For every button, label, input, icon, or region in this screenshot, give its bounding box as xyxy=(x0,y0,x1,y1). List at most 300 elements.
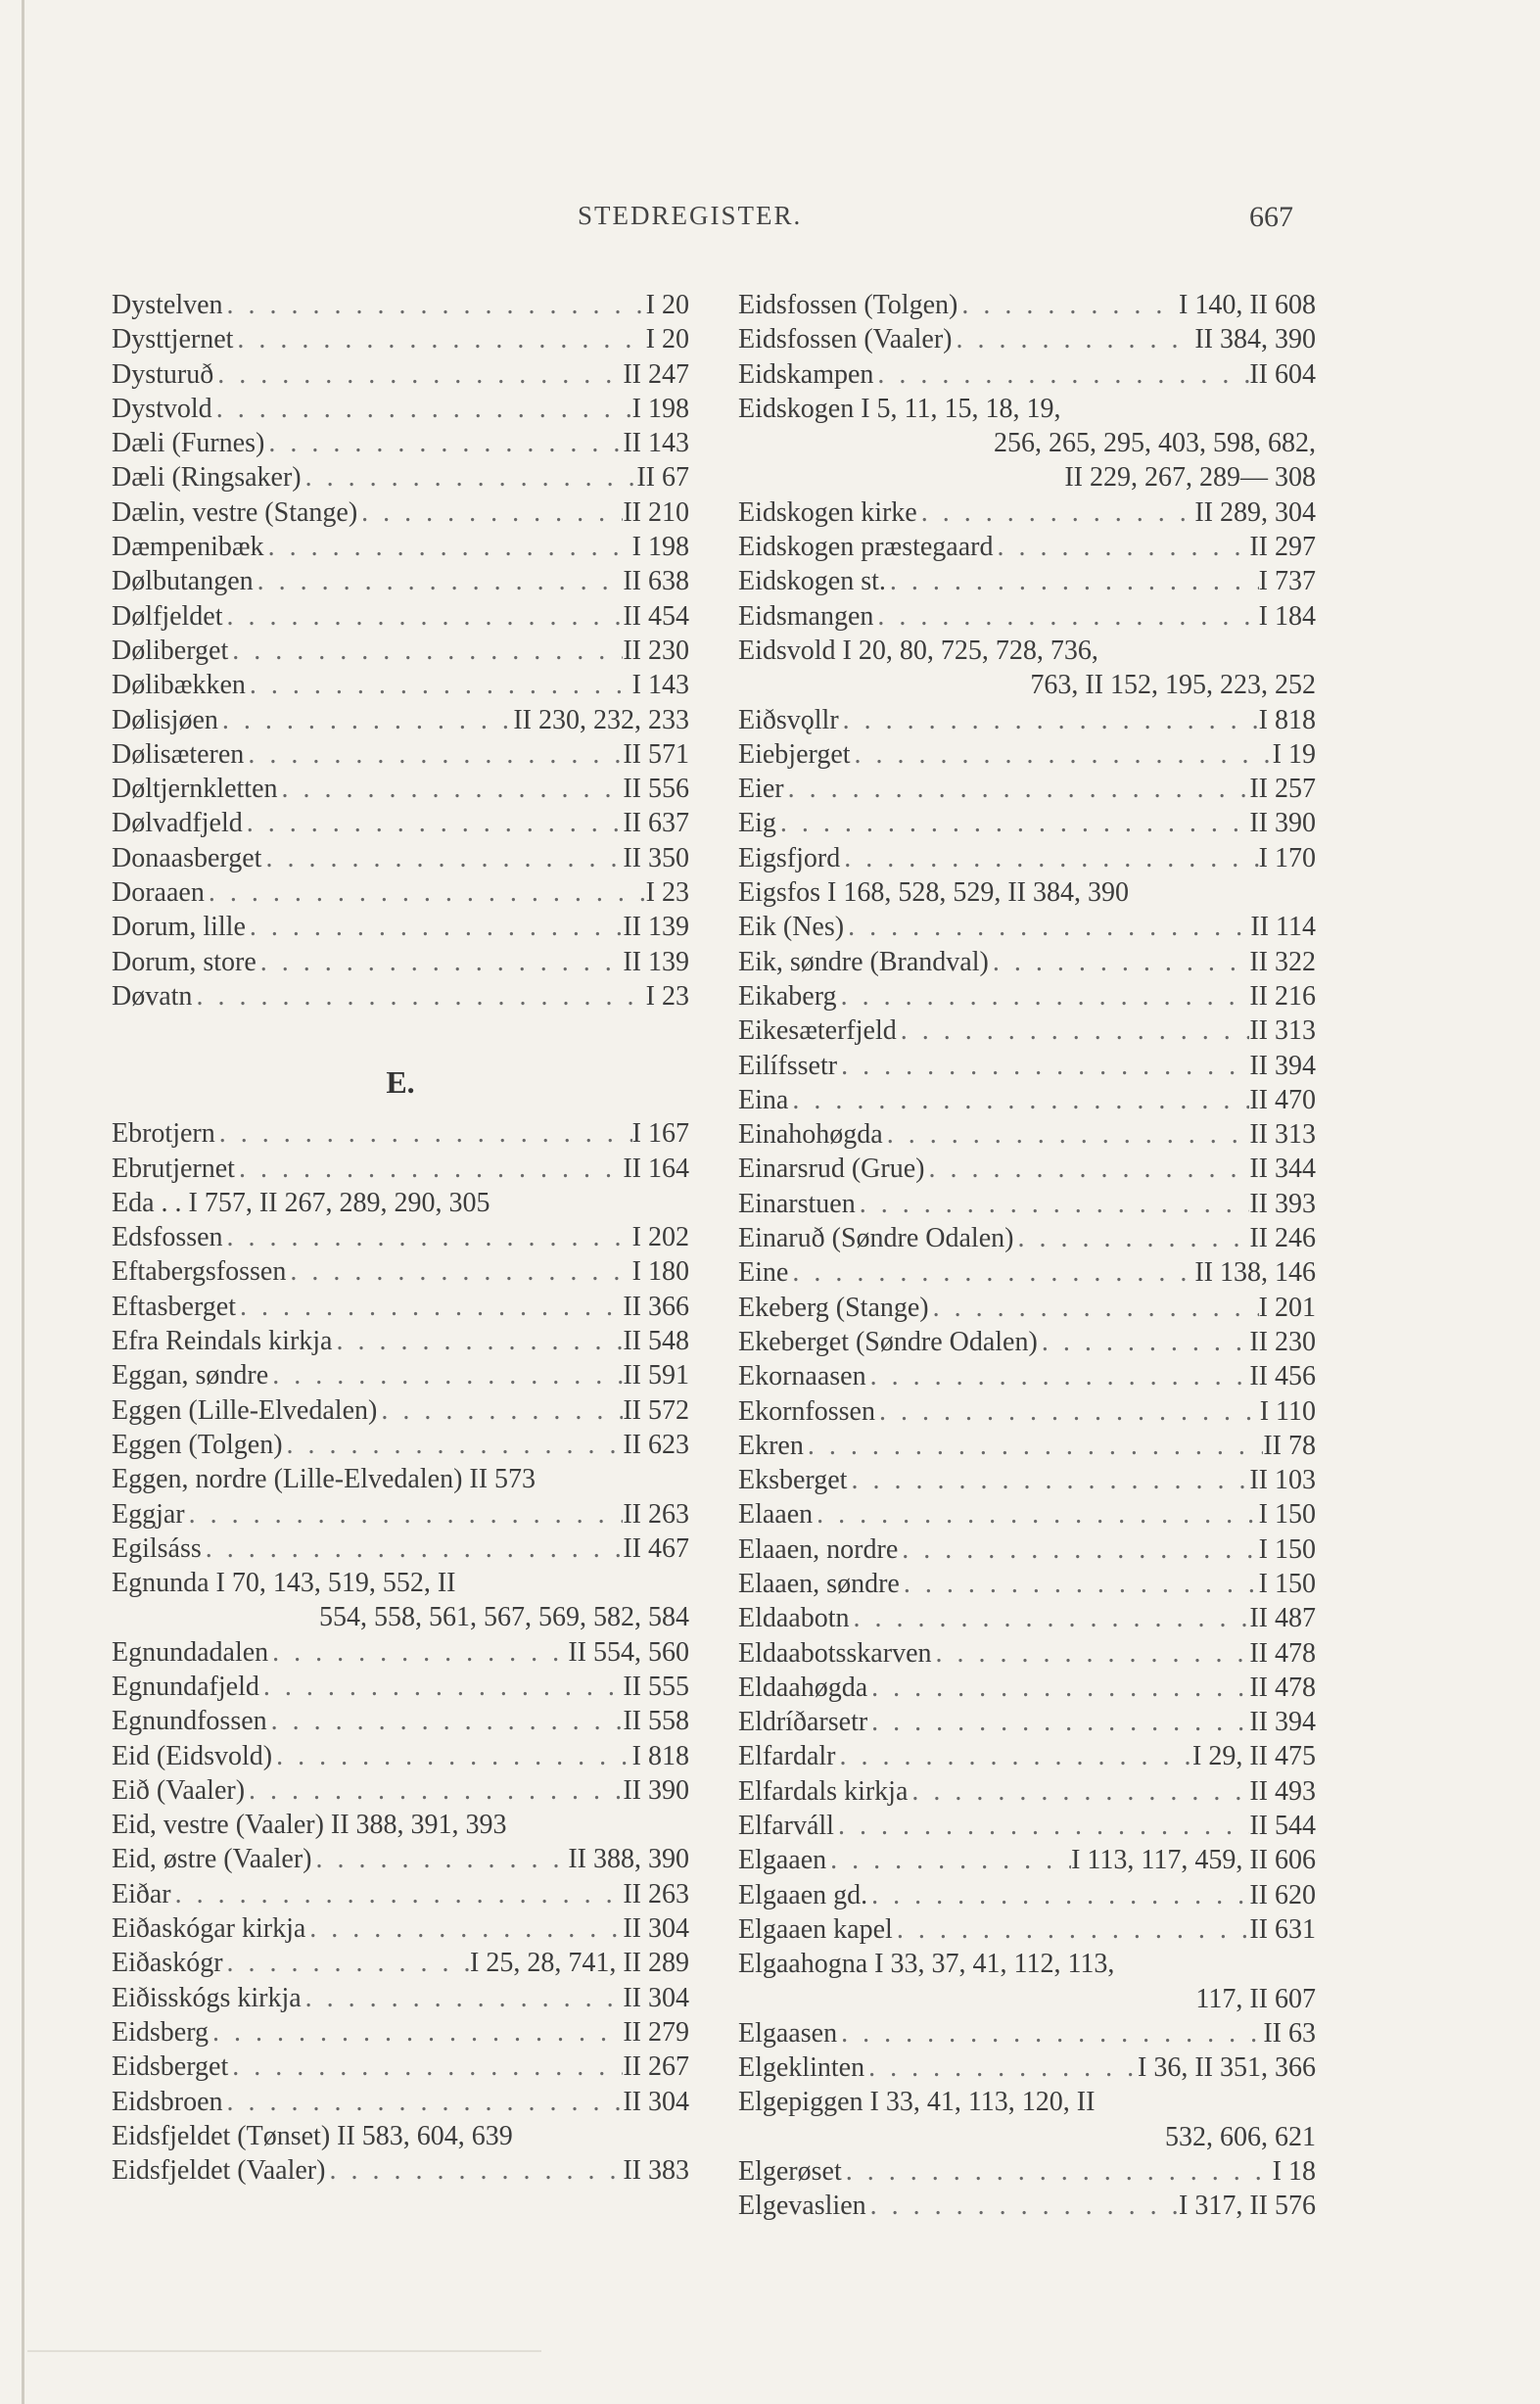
entry-continuation-text: 117, II 607 xyxy=(1195,1983,1316,2014)
entry-reference: II 289, 304 xyxy=(1194,496,1316,528)
entry-reference: II 478 xyxy=(1249,1637,1316,1669)
dot-leader xyxy=(952,322,1194,356)
entry-reference: I 202 xyxy=(631,1222,689,1253)
entry-name: Eid (Eidsvold) xyxy=(112,1740,273,1771)
entry-name: Eidsfjeldet (Vaaler) xyxy=(112,2155,326,2187)
entry-reference: II 544 xyxy=(1249,1811,1316,1842)
entry-name: Einarsrud (Grue) xyxy=(738,1154,925,1185)
entry-reference: II 558 xyxy=(623,1706,689,1737)
dot-leader xyxy=(788,1083,1249,1117)
index-entry xyxy=(112,806,689,840)
index-entry xyxy=(738,1878,1316,1912)
entry-reference: II 247 xyxy=(623,358,689,390)
entry-name: Eik (Nes) xyxy=(738,912,845,943)
dot-leader xyxy=(209,2015,623,2050)
index-entry xyxy=(738,1601,1316,1635)
entry-name: Eda . . I 757, II 267, 289, 290, 305 xyxy=(112,1187,490,1218)
entry-reference: II 297 xyxy=(1249,532,1316,563)
dot-leader xyxy=(839,703,1259,737)
entry-name: Eidskampen xyxy=(738,358,874,390)
dot-leader xyxy=(218,703,513,737)
dot-leader xyxy=(834,1809,1249,1843)
dot-leader xyxy=(866,1359,1250,1393)
entry-name: Dæmpenibæk xyxy=(112,532,264,563)
entry-reference: II 63 xyxy=(1263,2017,1316,2049)
index-entry xyxy=(112,564,689,598)
entry-reference: II 67 xyxy=(636,462,689,494)
entry-name: Eldríðarsetr xyxy=(738,1707,868,1738)
dot-leader xyxy=(283,1428,624,1462)
index-entry xyxy=(112,288,689,322)
entry-reference: I 36, II 351, 366 xyxy=(1138,2052,1316,2084)
dot-leader xyxy=(873,357,1249,392)
entry-name: Eiðar xyxy=(112,1878,171,1909)
entry-reference: II 139 xyxy=(623,946,689,977)
index-entry xyxy=(738,1255,1316,1290)
entry-name: Eidsbroen xyxy=(112,2086,223,2117)
entry-name: Ekeberget (Søndre Odalen) xyxy=(738,1326,1038,1357)
entry-reference: II 548 xyxy=(623,1326,689,1357)
dot-leader xyxy=(917,495,1195,530)
entry-reference: I 201 xyxy=(1258,1292,1316,1323)
dot-leader xyxy=(268,1358,623,1392)
dot-leader xyxy=(267,1704,624,1738)
dot-leader xyxy=(929,1291,1259,1325)
index-entry xyxy=(112,1635,689,1670)
index-entry xyxy=(112,392,689,426)
entry-reference: II 620 xyxy=(1249,1879,1316,1910)
index-entry xyxy=(738,1532,1316,1567)
entry-name: Eiðaskógar kirkja xyxy=(112,1913,306,1945)
entry-reference: II 344 xyxy=(1249,1154,1316,1185)
index-entry xyxy=(112,2015,689,2050)
dot-leader xyxy=(236,1290,623,1324)
entry-name: Elgepiggen I 33, 41, 113, 120, II xyxy=(738,2087,1096,2118)
index-column-left xyxy=(112,288,689,2188)
entry-reference: II 384, 390 xyxy=(1194,324,1316,355)
entry-name: Eidskogen st. xyxy=(738,566,886,597)
entry-name: Egnundadalen xyxy=(112,1636,269,1668)
index-entry xyxy=(738,288,1316,322)
index-entry xyxy=(738,737,1316,772)
entry-reference: II 350 xyxy=(623,842,689,873)
entry-name: Eiebjerget xyxy=(738,738,851,770)
dot-leader xyxy=(286,1254,631,1289)
entry-reference: II 103 xyxy=(1249,1465,1316,1496)
dot-leader xyxy=(215,1116,632,1151)
index-entry xyxy=(112,2119,689,2153)
index-entry xyxy=(112,1393,689,1428)
index-entry xyxy=(112,1704,689,1738)
entry-name: Donaasberget xyxy=(112,842,262,873)
entry-name: Døliberget xyxy=(112,635,229,666)
entry-reference: II 393 xyxy=(1249,1188,1316,1219)
entry-name: Dølisjøen xyxy=(112,704,218,735)
entry-name: Eine xyxy=(738,1257,789,1289)
dot-leader xyxy=(202,1532,624,1566)
entry-reference: II 246 xyxy=(1249,1223,1316,1254)
entry-reference: II 263 xyxy=(623,1878,689,1909)
entry-name: Eiðaskógr xyxy=(112,1948,223,1979)
dot-leader xyxy=(264,426,623,460)
entry-reference: II 394 xyxy=(1249,1050,1316,1081)
entry-reference: II 390 xyxy=(1249,808,1316,839)
entry-reference: I 198 xyxy=(631,532,689,563)
index-entry xyxy=(112,1152,689,1186)
dot-leader xyxy=(268,1635,568,1670)
index-entry xyxy=(738,2085,1316,2119)
index-entry xyxy=(112,1842,689,1876)
dot-leader xyxy=(246,668,632,702)
dot-leader xyxy=(837,1049,1249,1083)
entry-reference: II 143 xyxy=(623,428,689,459)
entry-name: Eggjar xyxy=(112,1498,185,1530)
entry-name: Eftabergsfossen xyxy=(112,1256,287,1288)
entry-name: Einarstuen xyxy=(738,1188,856,1219)
index-entry xyxy=(112,2085,689,2119)
entry-reference: II 467 xyxy=(623,1532,689,1564)
dot-leader xyxy=(254,564,624,598)
entry-name: Dæli (Furnes) xyxy=(112,428,265,459)
entry-reference: I 198 xyxy=(631,393,689,424)
entry-name: Eggan, søndre xyxy=(112,1360,269,1391)
entry-reference: II 139 xyxy=(623,912,689,943)
dot-leader xyxy=(837,2016,1263,2050)
index-entry xyxy=(112,357,689,392)
index-entry xyxy=(112,1462,689,1496)
entry-name: Eikaberg xyxy=(738,980,837,1012)
entry-name: Eigsfjord xyxy=(738,842,841,873)
index-entry xyxy=(112,1946,689,1980)
entry-name: Døvatn xyxy=(112,980,193,1012)
index-entry xyxy=(738,1774,1316,1809)
dot-leader xyxy=(302,460,637,495)
entry-name: Dølvadfjeld xyxy=(112,808,243,839)
index-entry xyxy=(738,530,1316,564)
entry-name: Eidsberg xyxy=(112,2016,210,2048)
index-entry-continuation xyxy=(738,1982,1316,2016)
entry-reference: II 114 xyxy=(1250,912,1316,943)
dot-leader xyxy=(261,841,623,875)
index-entry xyxy=(738,875,1316,910)
index-entry xyxy=(112,1670,689,1704)
entry-name: Eid, østre (Vaaler) xyxy=(112,1844,312,1875)
entry-name: Eggen, nordre (Lille-Elvedalen) II 573 xyxy=(112,1464,537,1495)
index-entry xyxy=(738,1013,1316,1048)
entry-name: Ekeberg (Stange) xyxy=(738,1292,929,1323)
dot-leader xyxy=(278,772,624,806)
entry-name: Eggen (Tolgen) xyxy=(112,1429,283,1460)
entry-reference: II 304 xyxy=(623,1913,689,1945)
entry-reference: I 110 xyxy=(1259,1395,1316,1427)
entry-name: Eid, vestre (Vaaler) II 388, 391, 393 xyxy=(112,1810,507,1841)
entry-name: Egnundafjeld xyxy=(112,1671,259,1702)
index-entry xyxy=(112,1877,689,1911)
dot-leader xyxy=(844,910,1250,944)
entry-name: Einahohøgda xyxy=(738,1119,883,1151)
index-entry xyxy=(738,599,1316,634)
index-entry xyxy=(738,634,1316,668)
dot-leader xyxy=(1013,1221,1249,1255)
entry-reference: II 313 xyxy=(1249,1119,1316,1151)
entry-name: Dysturuð xyxy=(112,358,214,390)
index-entry-continuation xyxy=(738,460,1316,495)
entry-name: Elaaen, nordre xyxy=(738,1533,899,1565)
entry-reference: II 388, 390 xyxy=(568,1844,689,1875)
dot-leader xyxy=(311,1842,568,1876)
entry-name: Ekornaasen xyxy=(738,1361,866,1392)
dot-leader xyxy=(223,599,624,634)
entry-name: Einaruð (Søndre Odalen) xyxy=(738,1223,1014,1254)
entry-reference: II 230, 232, 233 xyxy=(513,704,689,735)
index-entry xyxy=(112,599,689,634)
entry-reference: II 230 xyxy=(1249,1326,1316,1357)
entry-name: Edsfossen xyxy=(112,1222,223,1253)
entry-name: Eldaabotsskarven xyxy=(738,1637,932,1669)
dot-leader xyxy=(893,1912,1250,1947)
entry-reference: II 454 xyxy=(623,600,689,632)
scan-mark xyxy=(27,2350,541,2352)
index-entry xyxy=(112,910,689,944)
dot-leader xyxy=(898,1532,1258,1567)
entry-reference: II 304 xyxy=(623,2086,689,2117)
index-entry-continuation xyxy=(738,426,1316,460)
entry-reference: I 143 xyxy=(631,670,689,701)
entry-name: Egilsáss xyxy=(112,1532,202,1564)
entry-reference: I 25, 28, 741, II 289 xyxy=(470,1948,689,1979)
index-entry xyxy=(738,1912,1316,1947)
dot-leader xyxy=(246,910,623,944)
entry-reference: II 470 xyxy=(1249,1084,1316,1115)
entry-name: Eig xyxy=(738,808,776,839)
dot-leader xyxy=(866,2189,1179,2223)
index-entry xyxy=(738,1325,1316,1359)
index-entry-continuation xyxy=(738,668,1316,702)
index-entry xyxy=(738,1567,1316,1601)
entry-continuation-text: 554, 558, 561, 567, 569, 582, 584 xyxy=(319,1602,689,1633)
entry-name: Dystvold xyxy=(112,393,212,424)
index-entry xyxy=(738,945,1316,979)
entry-name: Ebrotjern xyxy=(112,1118,215,1150)
dot-leader xyxy=(228,2050,623,2084)
dot-leader xyxy=(804,1429,1263,1463)
entry-reference: II 366 xyxy=(623,1291,689,1322)
entry-reference: I 150 xyxy=(1258,1533,1316,1565)
entry-reference: I 170 xyxy=(1258,842,1316,873)
index-entry xyxy=(112,2153,689,2188)
entry-name: Eina xyxy=(738,1084,789,1115)
dot-leader xyxy=(243,806,624,840)
index-entry xyxy=(112,1290,689,1324)
index-column-right xyxy=(738,288,1316,2224)
index-entry xyxy=(738,322,1316,356)
entry-reference: II 478 xyxy=(1249,1672,1316,1703)
entry-name: Dølfjeldet xyxy=(112,600,223,632)
dot-leader xyxy=(185,1497,624,1532)
index-entry xyxy=(112,426,689,460)
entry-reference: II 556 xyxy=(623,774,689,805)
entry-name: Elgeklinten xyxy=(738,2052,865,2084)
entry-name: Dorum, store xyxy=(112,946,257,977)
entry-name: Elgaaen kapel xyxy=(738,1913,893,1945)
index-entry xyxy=(112,875,689,910)
entry-reference: I 818 xyxy=(631,1740,689,1771)
entry-reference: I 167 xyxy=(631,1118,689,1150)
entry-name: Eidsberget xyxy=(112,2051,229,2083)
index-entry xyxy=(738,1739,1316,1773)
entry-name: Elfarváll xyxy=(738,1811,834,1842)
entry-name: Dølisæteren xyxy=(112,738,245,770)
dot-leader xyxy=(228,634,623,668)
dot-leader xyxy=(788,1255,1194,1290)
dot-leader xyxy=(259,1670,624,1704)
index-entry xyxy=(112,668,689,702)
entry-continuation-text: II 229, 267, 289— 308 xyxy=(1064,462,1316,494)
entry-name: Elgerøset xyxy=(738,2156,842,2188)
entry-name: Elfardals kirkja xyxy=(738,1775,909,1807)
dot-leader xyxy=(886,564,1259,598)
entry-reference: II 572 xyxy=(623,1394,689,1426)
entry-reference: I 150 xyxy=(1258,1499,1316,1531)
entry-reference: II 322 xyxy=(1249,946,1316,977)
index-entry xyxy=(112,1739,689,1773)
entry-name: Elaaen xyxy=(738,1499,814,1531)
dot-leader xyxy=(235,1152,623,1186)
index-entry xyxy=(738,1843,1316,1877)
page-number: 667 xyxy=(1249,201,1293,233)
entry-name: Eilífssetr xyxy=(738,1050,838,1081)
entry-name: Eik, søndre (Brandval) xyxy=(738,946,989,977)
dot-leader xyxy=(856,1187,1250,1221)
index-entry xyxy=(738,1705,1316,1739)
entry-reference: II 604 xyxy=(1249,358,1316,390)
index-entry xyxy=(738,495,1316,530)
entry-name: Eidsfjeldet (Tønset) II 583, 604, 639 xyxy=(112,2120,513,2151)
entry-name: Eidskogen kirke xyxy=(738,496,917,528)
dot-leader xyxy=(302,1981,624,2015)
entry-reference: I 29, II 475 xyxy=(1192,1741,1316,1772)
entry-reference: II 304 xyxy=(623,1982,689,2013)
dot-leader xyxy=(1038,1325,1250,1359)
index-entry xyxy=(738,1947,1316,1981)
index-entry xyxy=(112,1532,689,1566)
entry-name: Efra Reindals kirkja xyxy=(112,1326,333,1357)
entry-name: Dysttjernet xyxy=(112,324,234,355)
index-entry xyxy=(738,564,1316,598)
dot-leader xyxy=(272,1739,632,1773)
entry-reference: II 631 xyxy=(1249,1913,1316,1945)
dot-leader xyxy=(867,1878,1249,1912)
entry-reference: I 18 xyxy=(1272,2156,1316,2188)
entry-reference: II 216 xyxy=(1249,980,1316,1012)
dot-leader xyxy=(223,288,646,322)
dot-leader xyxy=(776,806,1249,840)
dot-leader xyxy=(332,1324,623,1358)
entry-reference: II 493 xyxy=(1249,1775,1316,1807)
index-entry-continuation xyxy=(738,2120,1316,2154)
index-entry xyxy=(112,1324,689,1358)
dot-leader xyxy=(205,875,646,910)
entry-name: Egnunda I 70, 143, 519, 552, II xyxy=(112,1568,456,1599)
entry-name: Dystelven xyxy=(112,290,223,320)
index-entry xyxy=(738,1187,1316,1221)
entry-name: Eidsmangen xyxy=(738,600,874,632)
index-entry xyxy=(738,1083,1316,1117)
index-entry xyxy=(738,2016,1316,2050)
dot-leader xyxy=(908,1774,1249,1809)
dot-leader xyxy=(325,2153,623,2188)
entry-name: Eidskogen I 5, 11, 15, 18, 19, xyxy=(738,393,1061,424)
index-entry xyxy=(112,1116,689,1151)
index-entry xyxy=(112,634,689,668)
entry-reference: II 78 xyxy=(1263,1430,1316,1461)
entry-name: Eiðsvǫllr xyxy=(738,704,839,735)
dot-leader xyxy=(847,1463,1249,1497)
dot-leader xyxy=(171,1877,624,1911)
entry-name: Eidskogen præstegaard xyxy=(738,532,994,563)
entry-reference: II 313 xyxy=(1249,1015,1316,1047)
entry-name: Eikesæterfjeld xyxy=(738,1015,897,1047)
entry-name: Elgaaen gd. xyxy=(738,1879,868,1910)
dot-leader xyxy=(377,1393,623,1428)
dot-leader xyxy=(264,530,632,564)
dot-leader xyxy=(924,1152,1249,1186)
index-entry xyxy=(112,1358,689,1392)
dot-leader xyxy=(784,772,1250,806)
entry-reference: II 210 xyxy=(623,496,689,528)
index-entry xyxy=(738,2154,1316,2189)
entry-name: Eidsvold I 20, 80, 725, 728, 736, xyxy=(738,635,1098,666)
entry-name: Eftasberget xyxy=(112,1291,236,1322)
entry-name: Elgaasen xyxy=(738,2017,838,2049)
entry-reference: I 113, 117, 459, II 606 xyxy=(1071,1845,1316,1876)
index-entry-continuation xyxy=(112,1600,689,1634)
index-entry xyxy=(112,945,689,979)
index-entry xyxy=(112,979,689,1013)
index-entry xyxy=(112,1808,689,1842)
index-entry xyxy=(112,495,689,530)
entry-reference: II 456 xyxy=(1249,1361,1316,1392)
entry-reference: II 394 xyxy=(1249,1707,1316,1738)
index-entry xyxy=(112,737,689,772)
dot-leader xyxy=(305,1911,623,1946)
dot-leader xyxy=(212,392,632,426)
dot-leader xyxy=(867,1671,1249,1705)
index-entry xyxy=(738,1049,1316,1083)
index-entry xyxy=(112,530,689,564)
index-entry xyxy=(112,1428,689,1462)
entry-reference: I 20 xyxy=(645,324,689,355)
entry-reference: II 554, 560 xyxy=(568,1636,689,1668)
entry-reference: I 150 xyxy=(1258,1568,1316,1599)
entry-name: Dælin, vestre (Stange) xyxy=(112,496,358,528)
entry-name: Egnundfossen xyxy=(112,1706,267,1737)
entry-reference: II 591 xyxy=(623,1360,689,1391)
section-letter: E. xyxy=(386,1064,415,1101)
dot-leader xyxy=(851,737,1273,772)
index-entry xyxy=(738,2189,1316,2223)
dot-leader xyxy=(223,2085,624,2119)
dot-leader xyxy=(840,841,1258,875)
index-entry xyxy=(738,1291,1316,1325)
dot-leader xyxy=(957,288,1179,322)
entry-name: Eið (Vaaler) xyxy=(112,1774,246,1806)
entry-name: Ekren xyxy=(738,1430,804,1461)
entry-name: Ebrutjernet xyxy=(112,1153,235,1184)
dot-leader xyxy=(932,1636,1250,1671)
dot-leader xyxy=(836,1739,1193,1773)
entry-name: Elgaahogna I 33, 37, 41, 112, 113, xyxy=(738,1949,1115,1980)
